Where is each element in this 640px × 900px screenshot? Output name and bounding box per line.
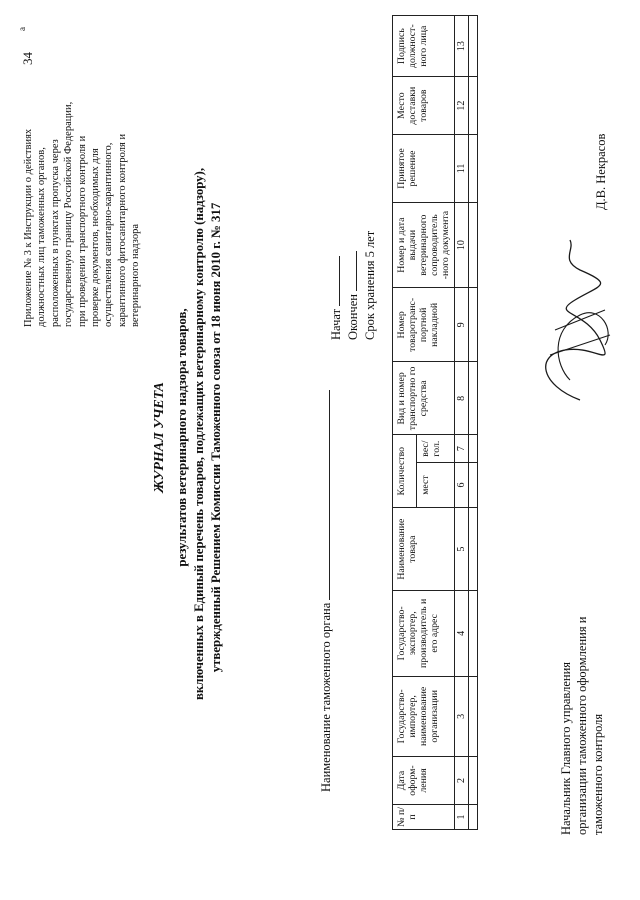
appendix-line: расположенных в пунктах пропуска через (49, 139, 61, 327)
journal-subtitle-line: результатов ветеринарного надзора товаров, (175, 308, 189, 567)
customs-organ-label: Наименование таможенного органа (319, 602, 333, 792)
blank-cell (469, 508, 478, 591)
blank-cell (469, 591, 478, 676)
column-number: 3 (455, 676, 469, 757)
signer-name: Д.В. Некрасов (594, 133, 608, 210)
signer-line: Начальник Главного управления (559, 661, 573, 835)
started-label: Начат (329, 308, 343, 340)
blank-cell (469, 757, 478, 805)
table-blank-row (469, 16, 478, 830)
header-date: Дата оформ-ления (393, 757, 455, 805)
column-number: 9 (455, 288, 469, 362)
header-decision: Принятое решение (393, 135, 455, 203)
column-number: 13 (455, 16, 469, 77)
blank-cell (469, 77, 478, 135)
customs-organ-blank-line (318, 390, 330, 600)
blank-cell (469, 804, 478, 829)
header-weight: вес/ гол. (416, 435, 454, 463)
header-number: № п/п (393, 804, 455, 829)
header-delivery-place: Место доставки товаров (393, 77, 455, 135)
blank-cell (469, 676, 478, 757)
appendix-line: при проведении транспортного контроля и (76, 135, 88, 327)
column-number: 1 (455, 804, 469, 829)
appendix-line: карантинного фитосанитарного контроля и (116, 133, 128, 327)
column-number: 10 (455, 202, 469, 287)
column-number: 5 (455, 508, 469, 591)
started-field (328, 231, 345, 340)
started-blank-line (328, 256, 340, 306)
customs-organ-field (318, 390, 334, 792)
column-number: 7 (455, 435, 469, 463)
appendix-line: осуществления санитарно-карантинного, (103, 142, 115, 327)
blank-cell (469, 135, 478, 203)
blank-cell (469, 362, 478, 435)
signer-line: организации таможенного оформления и (575, 616, 589, 835)
blank-cell (469, 435, 478, 463)
appendix-line: проверке документов, необходимых для (90, 148, 102, 327)
ended-label: Окончен (346, 294, 360, 340)
journal-title: ЖУРНАЛ УЧЕТА (152, 382, 167, 493)
journal-heading (152, 167, 225, 700)
header-quantity: Количество (393, 435, 417, 508)
appendix-line: государственную границу Российской Федерации, (63, 101, 75, 327)
ended-field (345, 231, 362, 340)
header-goods-name: Наименование товара (393, 508, 455, 591)
blank-cell (469, 202, 478, 287)
header-places: мест (416, 462, 454, 507)
ended-blank-line (345, 251, 357, 291)
appendix-line: должностных лиц таможенных органов, (36, 147, 48, 327)
journal-table (392, 15, 478, 830)
header-waybill: Номер товаротранс-портной накладной (393, 288, 455, 362)
appendix-note (17, 27, 143, 327)
column-number: 12 (455, 77, 469, 135)
page-number: 34 (20, 52, 35, 65)
journal-subtitle (174, 167, 225, 700)
table-header-row (393, 16, 417, 830)
column-number: 8 (455, 362, 469, 435)
blank-cell (469, 288, 478, 362)
header-vehicle: Вид и номер транспортно го средства (393, 362, 455, 435)
handwritten-signature (520, 230, 630, 410)
column-number: 6 (455, 462, 469, 507)
journal-subtitle-line: утвержденный Решением Комиссии Таможенного союза от 18 июня 2010 г. № 317 (209, 202, 223, 673)
appendix-line: ветеринарного надзора (130, 224, 142, 327)
header-vet-document: Номер и дата выдачи ветеринарного сопроводитель -ного документа (393, 202, 455, 287)
header-importer: Государство-импортер, наименование организации (393, 676, 455, 757)
table-column-number-row (455, 16, 469, 830)
journal-meta (328, 231, 379, 340)
appendix-mark: а (17, 27, 27, 31)
blank-cell (469, 16, 478, 77)
signer-position (558, 617, 606, 835)
column-number: 2 (455, 757, 469, 805)
retention-label: Срок хранения 5 лет (363, 230, 377, 340)
appendix-line: Приложение № 3 к Инструкции о действиях (23, 128, 34, 327)
header-signature: Подпись должност-ного лица (393, 16, 455, 77)
column-number: 11 (455, 135, 469, 203)
blank-cell (469, 462, 478, 507)
header-exporter: Государство-экспортер, производитель и его адрес (393, 591, 455, 676)
journal-subtitle-line: включенных в Единый перечень товаров, подлежащих ветеринарному контролю (надзору), (192, 167, 206, 700)
column-number: 4 (455, 591, 469, 676)
signer-line: таможенного контроля (591, 713, 605, 835)
